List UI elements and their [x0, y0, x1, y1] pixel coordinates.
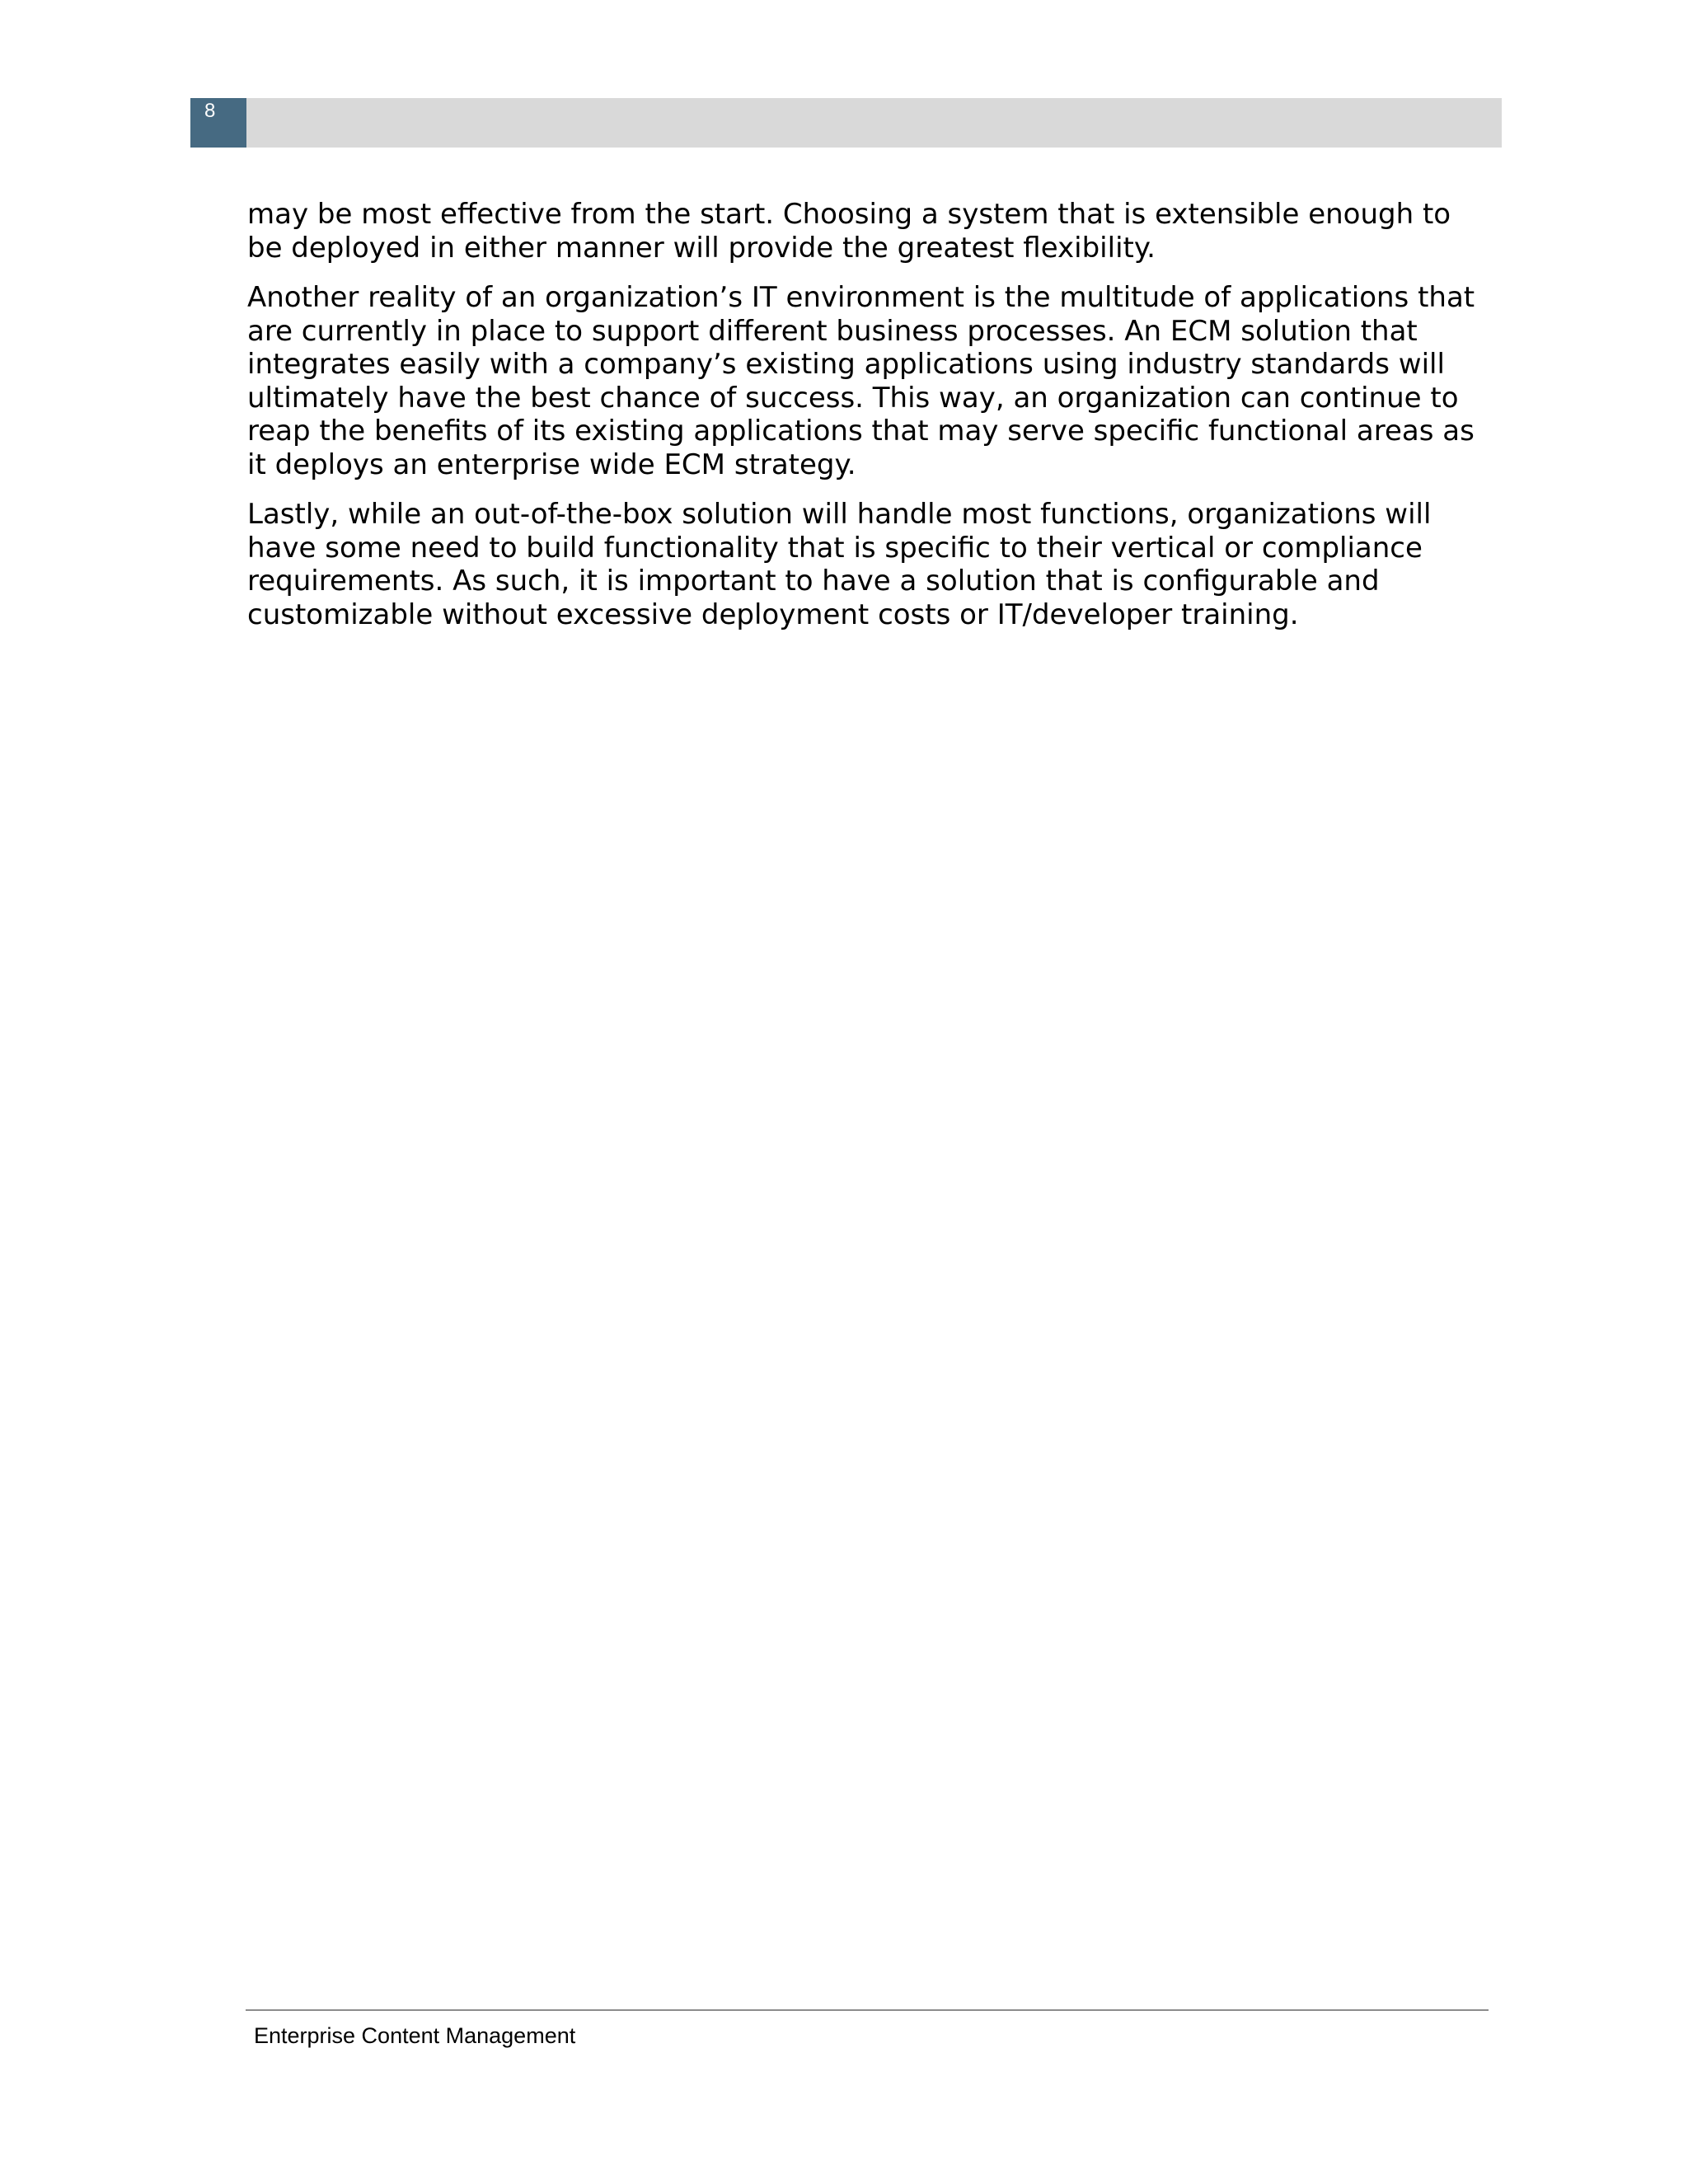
- paragraph: Lastly, while an out-of-the-box solution will handle most functions, organizations will have some need to build functionality that is specific to their vertical or compliance requirements. As such, it is important to have a solution that is configurable and customizable without excessive deployment costs or IT/developer training.: [247, 498, 1432, 631]
- page-number: 8: [204, 100, 216, 122]
- body-text: [247, 198, 1492, 648]
- paragraph: may be most effective from the start. Choosing a system that is extensible enough to be deployed in either manner will provide the greatest flexibility.: [247, 198, 1451, 265]
- footer-divider: [246, 2009, 1489, 2011]
- header-bar: [190, 98, 1502, 148]
- paragraph: Another reality of an organization’s IT environment is the multitude of applications that are currently in place to support different business processes. An ECM solution that integrates easily with a company’s existing applications using industry standards will ultimately have the best chance of success. This way, an organization can continue to reap the benefits of its existing applications that may serve specific functional areas as it deploys an enterprise wide ECM strategy.: [247, 281, 1475, 481]
- footer-title: Enterprise Content Management: [254, 2023, 576, 2048]
- page-number-box: [190, 98, 246, 148]
